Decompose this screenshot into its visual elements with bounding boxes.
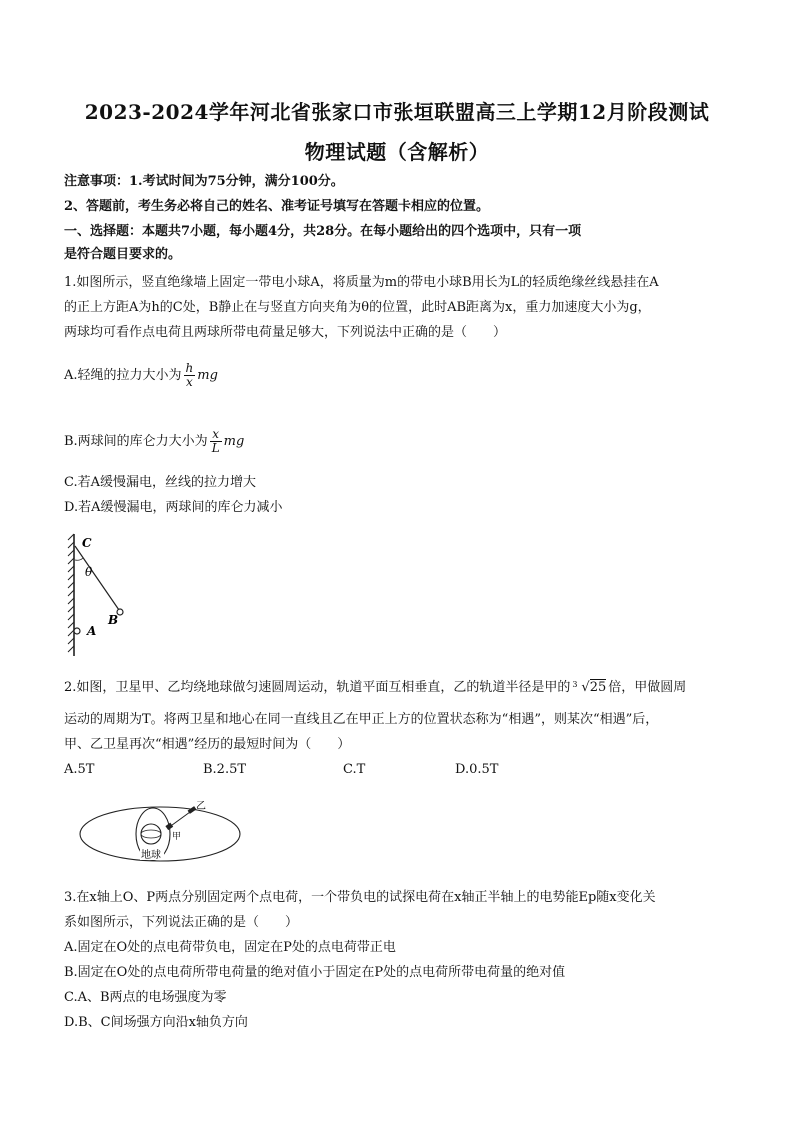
label-c: C <box>82 536 92 550</box>
q2-stem-line1 <box>64 678 686 698</box>
label-a: A <box>87 624 97 638</box>
satellite-jia <box>165 823 173 831</box>
q2-option-c: C.T <box>343 762 366 777</box>
q1-option-b-numerator: x <box>210 428 222 442</box>
section-heading-line2: 是符合题目要求的。 <box>64 247 182 262</box>
label-yi: 乙 <box>196 801 206 812</box>
wall-hatching <box>68 534 74 656</box>
exam-title-line1: 2023-2024学年河北省张家口市张垣联盟高三上学期12月阶段测试 <box>84 100 710 124</box>
q1-option-b-fraction <box>210 428 222 455</box>
q1-option-b-prefix: B.两球间的库仑力大小为 <box>64 434 208 449</box>
notice-line2: 2、答题前，考生务必将自己的姓名、准考证号填写在答题卡相应的位置。 <box>64 199 490 214</box>
q2-options-row <box>64 760 664 780</box>
q1-option-b-denominator: L <box>211 441 220 455</box>
label-b: B <box>108 613 119 627</box>
section-heading-line1: 一、选择题：本题共7小题，每小题4分，共28分。在每小题给出的四个选项中，只有一项 <box>64 224 582 239</box>
q2-stem-line1-a: 2.如图，卫星甲、乙均绕地球做匀速圆周运动，轨道平面互相垂直，乙的轨道半径是甲的 <box>64 680 571 695</box>
q1-option-b <box>64 428 244 455</box>
label-jia: 甲 <box>172 832 182 842</box>
q3-option-a: A.固定在O处的点电荷带负电，固定在P处的点电荷带正电 <box>64 940 396 955</box>
q2-option-b: B.2.5T <box>203 762 247 777</box>
angle-arc <box>75 558 83 560</box>
q3-option-d: D.B、C间场强方向沿x轴负方向 <box>64 1015 248 1030</box>
q3-stem-line2: 系如图所示，下列说法正确的是（ ） <box>64 915 299 930</box>
q2-root-index: 3 <box>572 680 578 689</box>
q2-stem-line3: 甲、乙卫星再次“相遇”经历的最短时间为（ ） <box>64 737 351 752</box>
q3-option-c: C.A、B两点的电场强度为零 <box>64 990 227 1005</box>
label-earth: 地球 <box>141 850 161 861</box>
q2-cube-root <box>572 678 606 698</box>
q3-stem-line1: 3.在x轴上O、P两点分别固定两个点电荷，一个带负电的试探电荷在x轴正半轴上的电势能Ep随x变化关 <box>64 890 656 905</box>
ball-a <box>74 628 80 634</box>
q2-option-d: D.0.5T <box>455 762 499 777</box>
label-theta: θ <box>85 565 93 579</box>
earth <box>141 824 161 844</box>
q1-stem-line1: 1.如图所示，竖直绝缘墙上固定一带电小球A，将质量为m的带电小球B用长为L的轻质绝缘丝线悬挂在A <box>64 275 659 290</box>
q1-option-a-numerator: h <box>185 361 194 375</box>
q3-option-b: B.固定在O处的点电荷所带电荷量的绝对值小于固定在P处的点电荷所带电荷量的绝对值 <box>64 965 566 980</box>
q1-option-c: C.若A缓慢漏电，丝线的拉力增大 <box>64 475 257 490</box>
q1-option-a-fraction <box>184 362 196 389</box>
q1-option-d: D.若A缓慢漏电，两球间的库仑力减小 <box>64 500 283 515</box>
q2-option-a: A.5T <box>64 762 95 777</box>
q1-option-a-prefix: A.轻绳的拉力大小为 <box>64 368 182 383</box>
q1-figure-wall-pendulum <box>62 530 142 660</box>
q2-root-radicand: 25 <box>589 680 607 695</box>
notice-line1: 注意事项：1.考试时间为75分钟，满分100分。 <box>64 174 344 189</box>
q1-option-a-denominator: x <box>186 375 193 389</box>
q2-root-sign: √ <box>581 680 590 695</box>
q1-option-a <box>64 362 218 389</box>
q2-figure-orbits <box>78 796 242 866</box>
q2-stem-line1-b: 倍，甲做圆周 <box>608 680 687 695</box>
q2-stem-line2: 运动的周期为T。将两卫星和地心在同一直线且乙在甲正上方的位置状态称为“相遇”，则某次“相遇”后， <box>64 712 659 727</box>
q1-option-a-suffix: mg <box>197 368 218 383</box>
q1-option-b-suffix: mg <box>223 434 245 449</box>
exam-title-line2: 物理试题（含解析） <box>304 140 490 164</box>
thread <box>75 546 119 610</box>
q1-stem-line3: 两球均可看作点电荷且两球所带电荷量足够大，下列说法中正确的是（ ） <box>64 325 507 340</box>
q1-stem-line2: 的正上方距A为h的C处，B静止在与竖直方向夹角为θ的位置，此时AB距离为x，重力加速度大小为g， <box>64 300 651 315</box>
